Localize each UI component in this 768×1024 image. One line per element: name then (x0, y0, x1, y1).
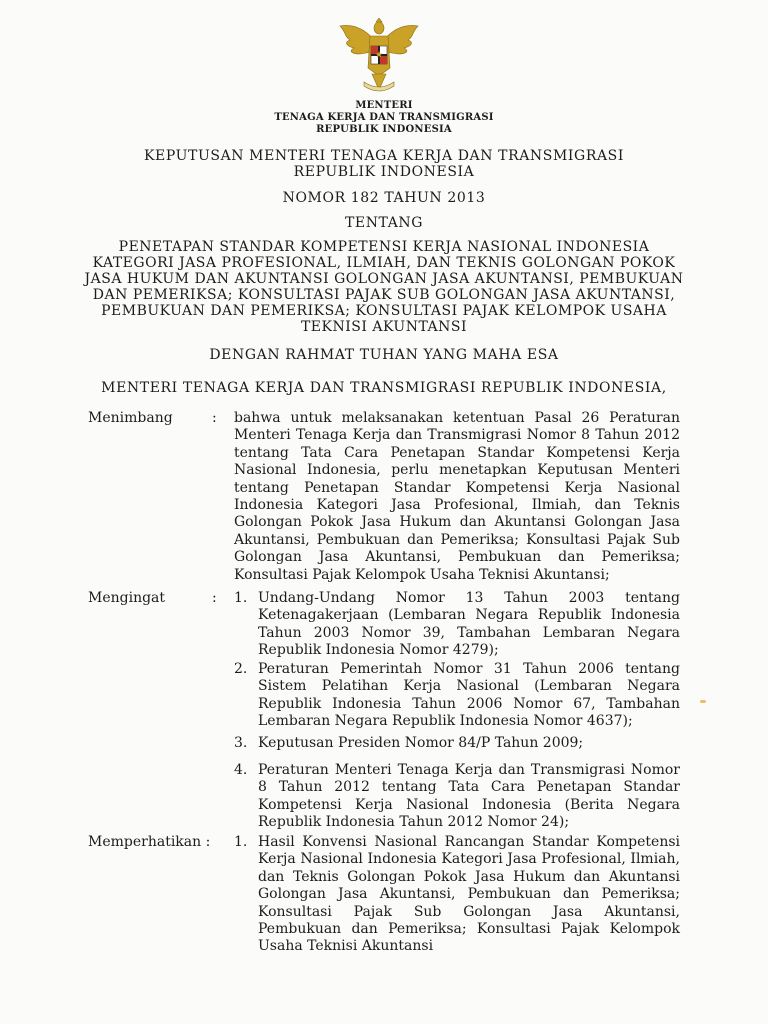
memperhatikan-item-text: Hasil Konvensi Nasional Rancangan Standar Kompetensi Kerja Nasional Indonesia Kategori Jasa Profesional, Ilmiah, dan Teknis Golongan Pokok Jasa Hukum dan Akuntansi Golongan Jasa Akuntansi, Pembukuan dan Pemeriksa; Konsultasi Pajak Sub Golongan Jasa Akuntansi, Pembukuan dan Pemeriksa; Konsultasi Pajak Kelompok Usaha Teknisi Akuntansi (258, 834, 680, 955)
mengingat-item-text: Peraturan Menteri Tenaga Kerja dan Transmigrasi Nomor 8 Tahun 2012 tentang Tata Cara Penetapan Standar Kompetensi Kerja Nasional Indonesia (Berita Negara Republik Indonesia Tahun 2012 Nomor 24); (258, 762, 680, 831)
menimbang-colon: : (212, 410, 217, 426)
subject-line: PENETAPAN STANDAR KOMPETENSI KERJA NASIONAL INDONESIA (118, 239, 650, 255)
decree-title-line1: KEPUTUSAN MENTERI TENAGA KERJA DAN TRANSMIGRASI (143, 148, 624, 164)
memperhatikan-label: Memperhatikan : (88, 834, 211, 850)
mengingat-item-number: 1. (234, 590, 248, 606)
subject-line: DAN PEMERIKSA; KONSULTASI PAJAK SUB GOLONGAN JASA AKUNTANSI, (92, 287, 676, 303)
subject-line: KATEGORI JASA PROFESIONAL, ILMIAH, DAN TEKNIS GOLONGAN POKOK (92, 255, 676, 271)
decree-subject (0, 239, 768, 335)
mengingat-item-text: Undang-Undang Nomor 13 Tahun 2003 tentang Ketenagakerjaan (Lembaran Negara Republik Indonesia Tahun 2003 Nomor 39, Tambahan Lembaran Negara Republik Indonesia Nomor 4279); (258, 590, 680, 659)
subject-line: TEKNISI AKUNTANSI (300, 319, 468, 335)
menimbang-text: bahwa untuk melaksanakan ketentuan Pasal 26 Peraturan Menteri Tenaga Kerja dan Transmigrasi Nomor 8 Tahun 2012 tentang Tata Cara Penetapan Standar Kompetensi Kerja Nasional Indonesia, perlu menetapkan Keputusan Menteri tentang Penetapan Standar Kompetensi Kerja Nasional Indonesia Kategori Jasa Profesional, Ilmiah, dan Teknis Golongan Pokok Jasa Hukum dan Akuntansi Golongan Jasa Akuntansi, Pembukuan dan Pemeriksa; Konsultasi Pajak Sub Golongan Jasa Akuntansi, Pembukuan dan Pemeriksa; Konsultasi Pajak Kelompok Usaha Teknisi Akuntansi; (234, 410, 680, 583)
garuda-emblem-icon (334, 18, 424, 98)
mengingat-item-number: 3. (234, 735, 248, 751)
mengingat-item-text: Peraturan Pemerintah Nomor 31 Tahun 2006 tentang Sistem Pelatihan Kerja Nasional (Lembaran Negara Republik Indonesia Tahun 2006 Nomor 67, Tambahan Lembaran Negara Republik Indonesia Nomor 4637); (258, 661, 680, 730)
decree-about: TENTANG (344, 215, 424, 231)
letterhead (0, 100, 768, 136)
decree-title (0, 148, 768, 180)
decree-title-line2: REPUBLIK INDONESIA (293, 164, 475, 180)
ink-spot (700, 700, 706, 703)
mengingat-item-number: 4. (234, 762, 248, 778)
mengingat-label: Mengingat (88, 590, 166, 606)
minister-line: MENTERI TENAGA KERJA DAN TRANSMIGRASI REPUBLIK INDONESIA, (101, 380, 667, 396)
decree-number: NOMOR 182 TAHUN 2013 (282, 190, 486, 206)
mengingat-colon: : (212, 590, 217, 606)
menimbang-label: Menimbang (88, 410, 173, 426)
subject-line: PEMBUKUAN DAN PEMERIKSA; KONSULTASI PAJAK KELOMPOK USAHA (101, 303, 667, 319)
subject-line: JASA HUKUM DAN AKUNTANSI GOLONGAN JASA AKUNTANSI, PEMBUKUAN (84, 271, 684, 287)
letterhead-line2: TENAGA KERJA DAN TRANSMIGRASI (274, 112, 494, 123)
blessing: DENGAN RAHMAT TUHAN YANG MAHA ESA (209, 347, 559, 363)
mengingat-item-number: 2. (234, 661, 248, 677)
mengingat-item-text: Keputusan Presiden Nomor 84/P Tahun 2009; (258, 735, 584, 751)
memperhatikan-item-number: 1. (234, 834, 248, 850)
letterhead-line3: REPUBLIK INDONESIA (316, 124, 452, 135)
letterhead-line1: MENTERI (355, 100, 413, 111)
